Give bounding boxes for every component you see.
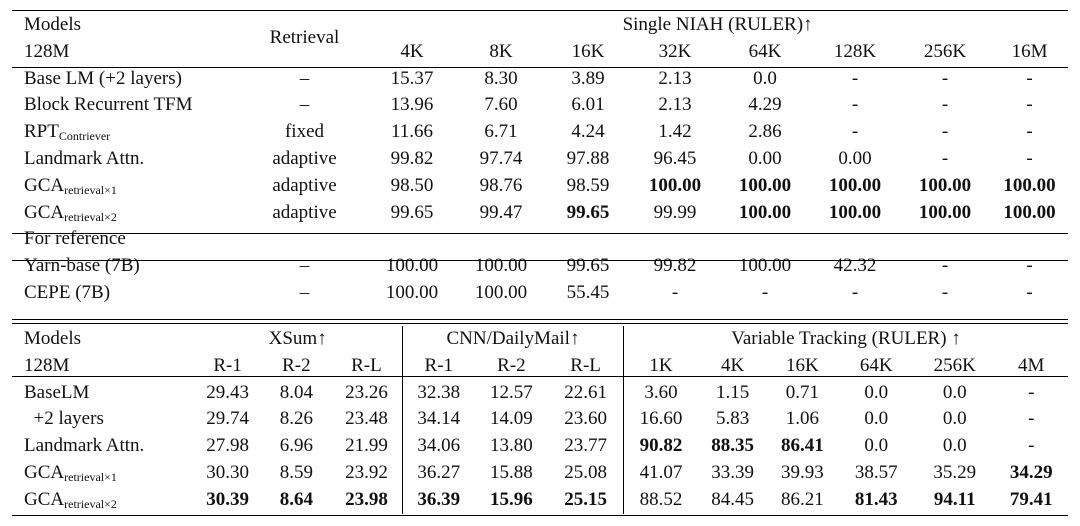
- value-cell: 88.35: [711, 435, 754, 457]
- value-cell: 86.41: [781, 435, 824, 457]
- model-label: GCA: [24, 201, 65, 223]
- table-row: [12, 406, 1068, 433]
- value-cell: 100.00: [385, 255, 439, 277]
- value-cell: 23.77: [548, 433, 623, 460]
- value-cell: 100.00: [474, 255, 528, 277]
- xsum-header: XSum↑: [193, 326, 402, 353]
- model-label: Landmark Attn.: [24, 147, 145, 169]
- length-header: 4M: [1018, 354, 1045, 376]
- value-cell: 23.26: [331, 380, 402, 407]
- retrieval-cell: adaptive: [272, 174, 337, 196]
- retrieval-cell: adaptive: [272, 147, 337, 169]
- value-cell: 0.71: [785, 381, 820, 403]
- value-cell: -: [1026, 281, 1033, 303]
- value-cell: 0.0: [942, 435, 967, 457]
- value-cell: 29.43: [206, 381, 249, 403]
- value-cell: -: [851, 281, 859, 303]
- models-header: Models: [24, 328, 81, 349]
- value-cell: 100.00: [1003, 174, 1056, 196]
- value-cell: 79.41: [1009, 488, 1053, 510]
- length-header: 4K: [720, 354, 745, 376]
- length-header: 16K: [786, 354, 819, 376]
- model-label: Landmark Attn.: [24, 435, 145, 457]
- length-header: 16M: [1011, 40, 1048, 62]
- model-name: [12, 380, 193, 407]
- value-cell: -: [941, 147, 949, 169]
- value-cell: 1.15: [715, 381, 750, 403]
- value-cell: 0.0: [864, 381, 889, 403]
- value-cell: 99.65: [566, 255, 610, 277]
- value-cell: 23.98: [331, 487, 402, 514]
- table-separator-2: [12, 323, 1068, 324]
- value-cell: 0.00: [748, 147, 782, 169]
- value-cell: 98.59: [566, 174, 610, 196]
- value-cell: 13.96: [390, 94, 434, 116]
- value-cell: 6.96: [279, 435, 313, 457]
- value-cell: 11.66: [390, 121, 434, 143]
- model-subscript: Contriever: [58, 129, 111, 144]
- value-cell: -: [941, 255, 949, 277]
- retrieval-header: Retrieval: [269, 27, 340, 49]
- value-cell: 25.08: [548, 460, 623, 487]
- value-cell: 100.00: [738, 255, 792, 277]
- length-header: 8K: [489, 40, 513, 62]
- value-cell: 4.29: [748, 94, 782, 116]
- value-cell: 22.61: [548, 380, 623, 407]
- value-cell: 99.47: [479, 201, 523, 223]
- table-separator-1: [12, 319, 1068, 320]
- value-cell: -: [1028, 435, 1035, 457]
- value-cell: 15.88: [490, 461, 533, 483]
- retrieval-cell: fixed: [284, 121, 325, 143]
- model-name: [12, 200, 242, 227]
- retrieval-cell: –: [299, 281, 310, 303]
- value-cell: 15.37: [390, 67, 434, 89]
- model-subscript: retrieval×1: [64, 469, 117, 484]
- retrieval-cell: –: [299, 255, 310, 277]
- value-cell: 86.21: [781, 488, 824, 510]
- value-cell: 38.57: [854, 461, 898, 483]
- model-label: RPT: [24, 121, 59, 143]
- model-name: [12, 253, 242, 280]
- value-cell: 2.13: [658, 94, 692, 116]
- model-name: [12, 487, 193, 514]
- value-cell: -: [1026, 94, 1033, 116]
- value-cell: 0.0: [753, 67, 777, 89]
- value-cell: 35.29: [933, 461, 977, 483]
- header-row-2: [12, 353, 1068, 380]
- model-name: [12, 92, 242, 119]
- value-cell: 100.00: [385, 281, 439, 303]
- value-cell: -: [1026, 147, 1033, 169]
- value-cell: -: [1026, 121, 1033, 143]
- value-cell: 6.01: [571, 94, 605, 116]
- value-cell: 0.0: [942, 381, 967, 403]
- value-cell: 90.82: [639, 435, 683, 457]
- model-name: [12, 66, 242, 93]
- value-cell: -: [851, 67, 859, 89]
- value-cell: 96.45: [653, 147, 697, 169]
- value-cell: 98.50: [390, 174, 434, 196]
- model-subscript: retrieval×2: [64, 209, 117, 224]
- value-cell: 81.43: [854, 488, 898, 510]
- value-cell: 5.83: [715, 408, 750, 430]
- value-cell: 30.30: [206, 461, 249, 483]
- value-cell: 2.13: [658, 67, 692, 89]
- value-cell: -: [851, 94, 859, 116]
- value-cell: 0.0: [942, 408, 967, 430]
- model-label: +2 layers: [24, 408, 104, 430]
- value-cell: 0.0: [864, 435, 889, 457]
- model-label: Block Recurrent TFM: [24, 94, 193, 116]
- value-cell: 97.74: [479, 147, 523, 169]
- value-cell: 34.29: [1009, 461, 1053, 483]
- value-cell: 100.00: [828, 201, 882, 223]
- value-cell: 1.06: [785, 408, 820, 430]
- model-name: [12, 406, 193, 433]
- summarization-tracking-table: [12, 326, 1068, 514]
- table-row: [12, 460, 1068, 487]
- value-cell: 36.27: [417, 461, 461, 483]
- value-cell: 7.60: [484, 94, 518, 116]
- length-header: 4K: [400, 40, 424, 62]
- niah-table: [12, 12, 1068, 307]
- value-cell: 0.0: [864, 408, 889, 430]
- value-cell: -: [941, 281, 949, 303]
- value-cell: 27.98: [206, 435, 249, 457]
- model-name: [12, 173, 242, 200]
- value-cell: 34.06: [417, 435, 461, 457]
- value-cell: 100.00: [918, 174, 972, 196]
- value-cell: 34.14: [417, 408, 461, 430]
- model-label: GCA: [24, 488, 65, 510]
- table-row: [12, 92, 1068, 119]
- value-cell: -: [941, 121, 949, 143]
- rouge-header: R-2: [282, 354, 311, 376]
- model-label: CEPE (7B): [24, 281, 111, 303]
- value-cell: 33.39: [711, 461, 754, 483]
- model-label: BaseLM: [24, 381, 90, 403]
- bottom-rule: [12, 515, 1068, 516]
- value-cell: -: [851, 121, 859, 143]
- table-row: [12, 173, 1068, 200]
- rouge-header: R-L: [548, 353, 623, 380]
- value-cell: -: [1026, 255, 1033, 277]
- value-cell: 0.00: [838, 147, 872, 169]
- value-cell: 3.60: [644, 381, 678, 403]
- value-cell: 30.39: [206, 488, 249, 510]
- value-cell: 25.15: [548, 487, 623, 514]
- table-row: [12, 433, 1068, 460]
- value-cell: -: [761, 281, 769, 303]
- value-cell: 100.00: [828, 174, 882, 196]
- model-name: [12, 280, 242, 307]
- length-header: 256K: [933, 354, 976, 376]
- model-label: Yarn-base (7B): [24, 255, 140, 277]
- value-cell: 99.82: [390, 147, 434, 169]
- value-cell: 100.00: [738, 201, 792, 223]
- value-cell: 8.04: [279, 381, 313, 403]
- value-cell: -: [941, 94, 949, 116]
- value-cell: 23.48: [331, 406, 402, 433]
- header-row-2: [12, 39, 1068, 66]
- header-row-1: [12, 12, 1068, 39]
- table-row: [12, 146, 1068, 173]
- length-header: 16K: [571, 40, 605, 62]
- niah-group-header: Single NIAH (RULER)↑: [622, 14, 813, 35]
- cnn-header: CNN/DailyMail↑: [402, 326, 623, 353]
- top-rule: [12, 10, 1068, 11]
- value-cell: 8.64: [279, 488, 313, 510]
- value-cell: 23.60: [548, 406, 623, 433]
- rouge-header: R-L: [331, 353, 402, 380]
- value-cell: 42.32: [833, 255, 877, 277]
- value-cell: -: [1028, 381, 1035, 403]
- value-cell: 100.00: [918, 201, 972, 223]
- value-cell: 2.86: [748, 121, 782, 143]
- table-row: [12, 380, 1068, 407]
- value-cell: 41.07: [639, 461, 683, 483]
- value-cell: 94.11: [933, 488, 976, 510]
- table-row: [12, 487, 1068, 514]
- length-header: 32K: [658, 40, 692, 62]
- value-cell: 15.96: [490, 488, 533, 510]
- value-cell: 6.71: [484, 121, 518, 143]
- value-cell: 8.26: [279, 408, 313, 430]
- value-cell: 3.89: [571, 67, 605, 89]
- value-cell: 88.52: [639, 488, 683, 510]
- value-cell: 29.74: [206, 408, 249, 430]
- value-cell: 4.24: [571, 121, 605, 143]
- model-name: [12, 146, 242, 173]
- model-name: [12, 460, 193, 487]
- size-header: 128M: [24, 40, 70, 62]
- length-header: 128K: [833, 40, 877, 62]
- models-header: Models: [24, 14, 81, 35]
- model-label: GCA: [24, 461, 65, 483]
- length-header: 256K: [923, 40, 967, 62]
- value-cell: 100.00: [1003, 201, 1056, 223]
- table-row: [12, 66, 1068, 93]
- header-row-1: [12, 326, 1068, 353]
- value-cell: 13.80: [490, 435, 533, 457]
- retrieval-cell: –: [299, 67, 310, 89]
- reference-row: [12, 226, 1068, 253]
- length-header: 64K: [859, 354, 893, 376]
- retrieval-cell: –: [299, 94, 310, 116]
- value-cell: 98.76: [479, 174, 523, 196]
- value-cell: 1.42: [658, 121, 692, 143]
- model-name: [12, 433, 193, 460]
- value-cell: 99.82: [653, 255, 697, 277]
- value-cell: 84.45: [711, 488, 754, 510]
- value-cell: -: [1026, 67, 1033, 89]
- value-cell: 8.59: [279, 461, 313, 483]
- value-cell: 8.30: [484, 67, 518, 89]
- rouge-header: R-2: [497, 354, 526, 376]
- reference-label: For reference: [24, 228, 126, 250]
- value-cell: 14.09: [490, 408, 533, 430]
- value-cell: 99.65: [390, 201, 434, 223]
- table-row: [12, 253, 1068, 280]
- value-cell: 21.99: [331, 433, 402, 460]
- value-cell: -: [1028, 408, 1035, 430]
- value-cell: 12.57: [490, 381, 533, 403]
- value-cell: 99.65: [566, 201, 610, 223]
- value-cell: -: [941, 67, 949, 89]
- value-cell: 23.92: [331, 460, 402, 487]
- value-cell: 16.60: [639, 408, 683, 430]
- value-cell: 55.45: [566, 281, 610, 303]
- length-header: 1K: [649, 354, 673, 376]
- table-row: [12, 280, 1068, 307]
- value-cell: 97.88: [566, 147, 610, 169]
- model-subscript: retrieval×1: [64, 182, 117, 197]
- size-header: 128M: [24, 354, 70, 376]
- rouge-header: R-1: [213, 354, 242, 376]
- value-cell: 100.00: [738, 174, 792, 196]
- value-cell: 32.38: [417, 381, 461, 403]
- model-subscript: retrieval×2: [64, 496, 117, 511]
- length-header: 64K: [748, 40, 782, 62]
- model-label: Base LM (+2 layers): [24, 67, 182, 89]
- retrieval-cell: adaptive: [272, 201, 337, 223]
- value-cell: 99.99: [653, 201, 697, 223]
- variable-tracking-header: Variable Tracking (RULER) ↑: [731, 328, 961, 349]
- model-label: GCA: [24, 174, 65, 196]
- value-cell: 39.93: [781, 461, 824, 483]
- value-cell: 100.00: [474, 281, 528, 303]
- table-row: [12, 200, 1068, 227]
- rouge-header: R-1: [424, 354, 454, 376]
- table-row: [12, 119, 1068, 146]
- value-cell: 36.39: [417, 488, 461, 510]
- value-cell: -: [671, 281, 679, 303]
- value-cell: 100.00: [648, 174, 702, 196]
- model-name: [12, 119, 242, 146]
